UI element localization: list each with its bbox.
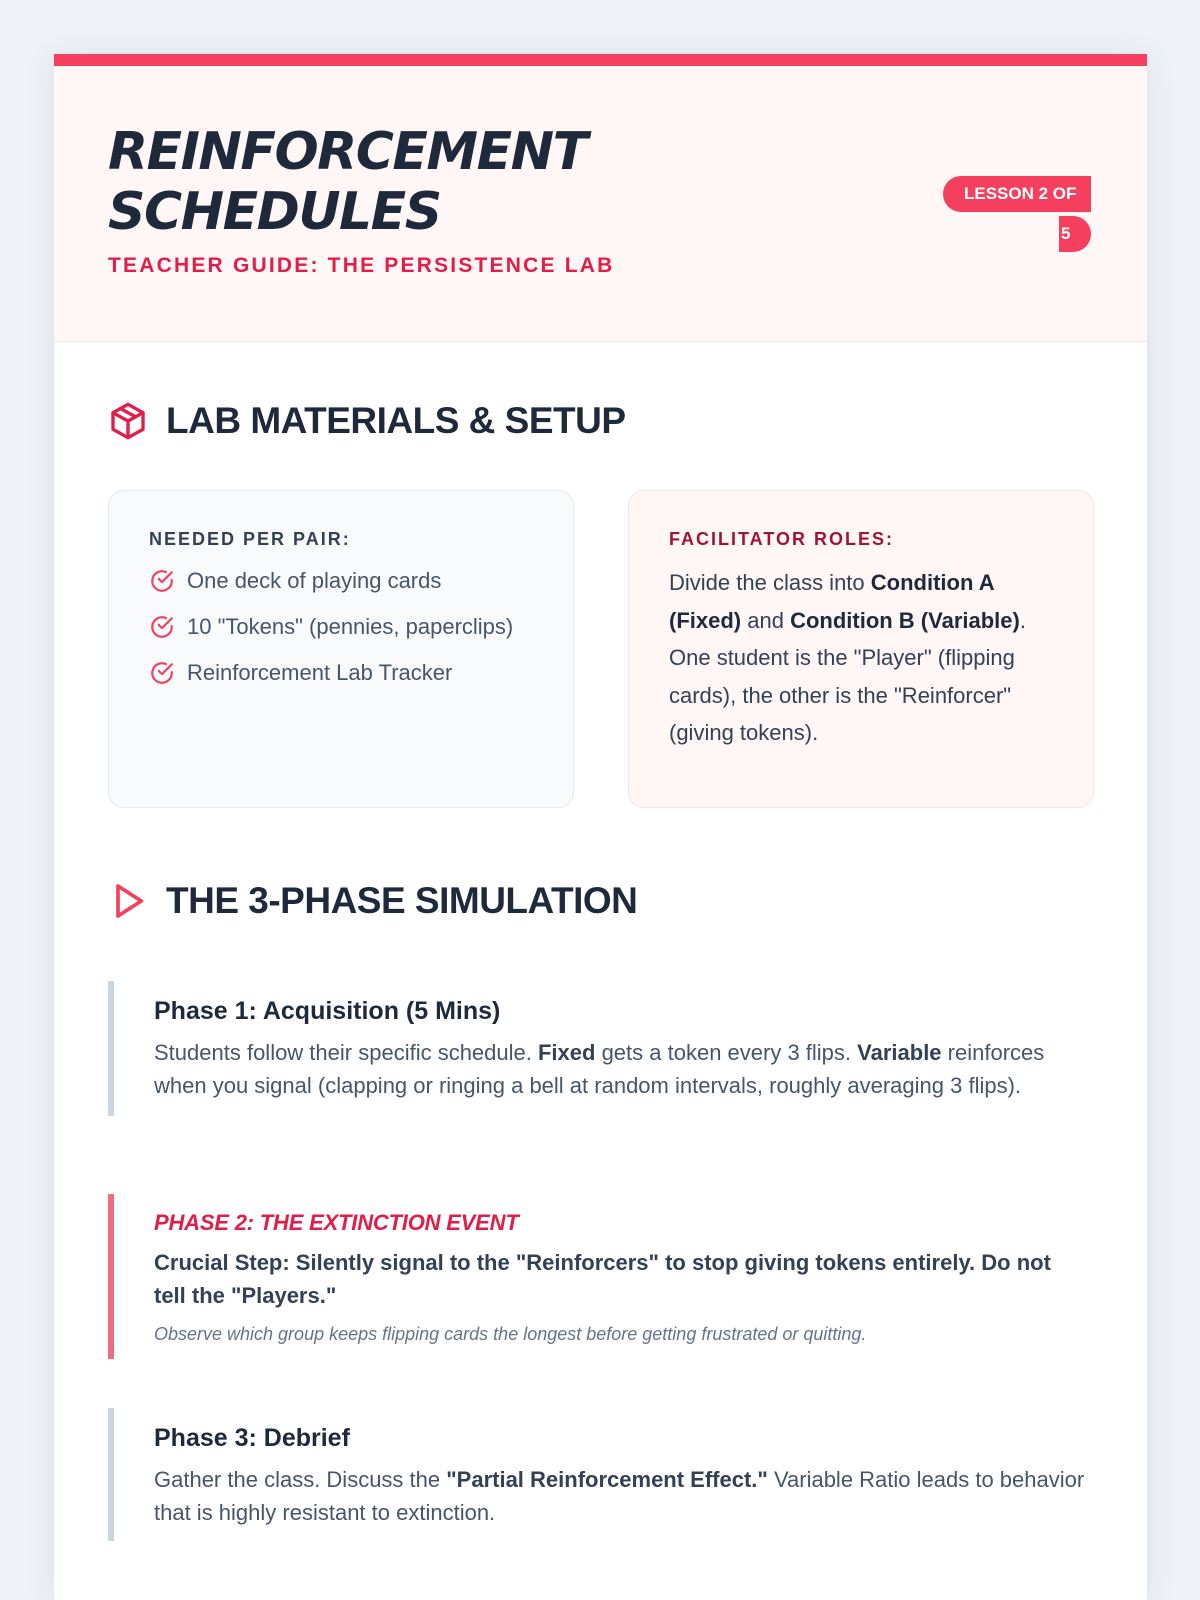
- list-item: [149, 656, 533, 689]
- lesson-badge-line2: 5: [1059, 216, 1091, 252]
- phase-text-part: gets a token every 3 flips.: [595, 1040, 858, 1065]
- package-icon: [108, 401, 148, 441]
- page-subtitle: TEACHER GUIDE: THE PERSISTENCE LAB: [108, 254, 615, 277]
- facilitator-roles-card: [628, 490, 1094, 808]
- condition-a-label: Condition A (Fixed): [669, 570, 994, 633]
- check-circle-icon: [149, 568, 175, 594]
- condition-b-label: Condition B (Variable): [790, 607, 1020, 633]
- needed-per-pair-card: [108, 490, 574, 808]
- simulation-section-header: [108, 880, 637, 922]
- phase-3-body: [154, 1463, 1088, 1541]
- check-circle-icon: [149, 614, 175, 640]
- lesson-badge: [943, 176, 1091, 256]
- phase-text-part: Variable Ratio leads to behavior that is highly resistant to extinction.: [154, 1467, 1085, 1525]
- list-item: [149, 564, 533, 597]
- roles-text-part: and: [741, 607, 791, 633]
- phase-1-body: [154, 1036, 1088, 1116]
- roles-description: [669, 564, 1053, 752]
- materials-list: [149, 564, 533, 689]
- phase-3-block: [108, 1408, 1088, 1541]
- phase-2-title: PHASE 2: THE EXTINCTION EVENT: [154, 1210, 519, 1235]
- list-item-text: 10 "Tokens" (pennies, paperclips): [187, 614, 514, 639]
- phase-2-instruction: Crucial Step: Silently signal to the "Reinforcers" to stop giving tokens entirely. Do not tell the "Players.": [154, 1250, 1051, 1308]
- fixed-label: Fixed: [537, 1040, 596, 1065]
- phase-2-note: Observe which group keeps flipping cards the longest before getting frustrated or quitting.: [154, 1324, 867, 1344]
- needed-label: NEEDED PER PAIR:: [149, 529, 351, 549]
- phase-2-block: [108, 1194, 1088, 1359]
- phase-3-title: Phase 3: Debrief: [154, 1424, 350, 1452]
- lesson-badge-line1: LESSON 2 OF: [943, 176, 1091, 212]
- list-item-text: Reinforcement Lab Tracker: [187, 660, 453, 685]
- play-icon: [108, 881, 148, 921]
- phase-text-part: Students follow their specific schedule.: [154, 1040, 538, 1065]
- phase-text-part: Gather the class. Discuss the: [154, 1467, 447, 1492]
- variable-label: Variable: [857, 1040, 942, 1065]
- materials-section-header: [108, 400, 626, 442]
- materials-heading: LAB MATERIALS & SETUP: [166, 400, 626, 441]
- list-item-text: One deck of playing cards: [187, 568, 442, 593]
- teacher-guide-sheet: [54, 54, 1147, 1600]
- hero-header: [54, 66, 1147, 342]
- phase-1-block: [108, 981, 1088, 1116]
- roles-label: FACILITATOR ROLES:: [669, 529, 894, 549]
- page-title: REINFORCEMENT SCHEDULES: [108, 122, 587, 242]
- check-circle-icon: [149, 660, 175, 686]
- partial-reinforcement-label: "Partial Reinforcement Effect.": [446, 1467, 768, 1492]
- simulation-heading: THE 3-PHASE SIMULATION: [166, 880, 638, 921]
- roles-text-part: . One student is the "Player" (flipping cards), the other is the "Reinforcer" (giving tokens).: [669, 607, 1026, 745]
- phase-text-part: reinforces when you signal (clapping or ringing a bell at random intervals, roughly averaging 3 flips).: [154, 1040, 1045, 1098]
- phase-1-title: Phase 1: Acquisition (5 Mins): [154, 997, 501, 1025]
- list-item: [149, 610, 533, 643]
- roles-text-part: Divide the class into: [669, 570, 871, 595]
